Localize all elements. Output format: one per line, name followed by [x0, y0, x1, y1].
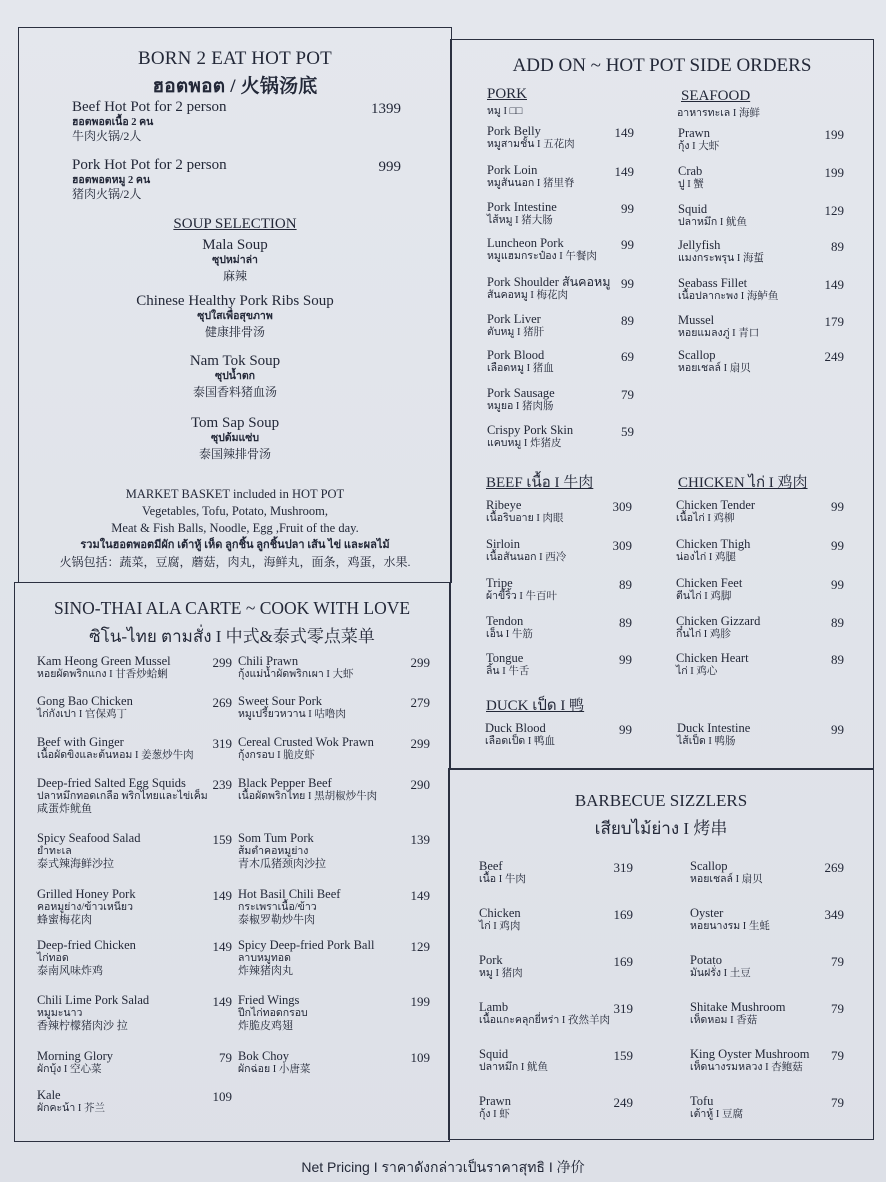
alacarte-right-item	[238, 654, 354, 681]
soup-tom-sap: Tom Sap Soup ซุปต้มแซ่บ 泰国辣排骨汤	[190, 415, 280, 461]
alacarte-right-item-en: Som Tum Pork	[238, 831, 314, 845]
addon-pork-item-en: Pork Shoulder สันคอหมู	[487, 275, 611, 289]
addon-seafood-item-th: แมงกระพรุน I 海蜇	[678, 253, 764, 264]
hotpot-beef-cn: 牛肉火锅/2人	[72, 129, 142, 143]
alacarte-left-item-cn: 香辣柠檬猪肉沙 拉	[37, 1020, 128, 1032]
alacarte-left-item-cn: 泰南风味炸鸡	[37, 965, 103, 977]
alacarte-left-item-price: 239	[212, 777, 232, 792]
alacarte-right-item-th: เนื้อผัดพริกไทย I 黑胡椒炒牛肉	[238, 791, 378, 802]
bbq-right-item	[690, 1000, 785, 1027]
alacarte-right-item-th: กุ้งแม่น้ำผัดพริกเผา I 大虾	[238, 669, 354, 680]
addon-seafood-item-en: Scallop	[678, 348, 716, 362]
alacarte-right-item-en: Fried Wings	[238, 993, 300, 1007]
addon-pork-item	[487, 163, 575, 190]
alacarte-right-item-cn: 青木瓜猪颈肉沙拉	[238, 858, 326, 870]
addon-duck-item-price: 99	[831, 722, 844, 737]
addon-pork-item-en: Pork Blood	[487, 348, 545, 362]
bbq-right-item-en: Potato	[690, 953, 722, 967]
alacarte-left-item-price: 109	[212, 1089, 232, 1104]
bbq-right-item-en: Oyster	[690, 906, 724, 920]
alacarte-left-item-th: ไก่กังเปา I 官保鸡丁	[37, 709, 128, 720]
bbq-right-item-th: เห็ดหอม I 香菇	[690, 1015, 758, 1026]
addon-chicken-item-th: ไก่ I 鸡心	[676, 666, 718, 677]
addon-pork-item-price: 99	[621, 237, 634, 252]
alacarte-right-item-en: Cereal Crusted Wok Prawn	[238, 735, 374, 749]
addon-beef-item-en: Tendon	[486, 614, 524, 628]
addon-pork-item	[487, 200, 557, 227]
alacarte-left-item-en: Deep-fried Salted Egg Squids	[37, 776, 186, 790]
soup-mala: Mala Soup ซุปหม่าล่า 麻辣	[202, 237, 268, 283]
addon-seafood-subheading: อาหารทะเล I 海鲜	[677, 108, 760, 119]
addon-pork-item-price: 149	[614, 164, 634, 179]
bbq-left-item-price: 249	[613, 1095, 633, 1110]
addon-beef-item-th: ลิ้น I 牛舌	[486, 666, 530, 677]
alacarte-right-item-price: 139	[410, 832, 430, 847]
bbq-left-item-en: Pork	[479, 953, 503, 967]
addon-duck-heading: DUCK เป็ด I 鸭	[486, 698, 585, 714]
alacarte-right-item	[238, 735, 374, 762]
alacarte-left-item	[37, 1049, 113, 1076]
alacarte-left-item	[37, 694, 133, 721]
addon-seafood-item-en: Prawn	[678, 126, 710, 140]
addon-pork-item	[487, 423, 573, 450]
alacarte-right-item-price: 109	[410, 1050, 430, 1065]
alacarte-left-item	[37, 831, 140, 871]
bbq-right-item-en: Tofu	[690, 1094, 714, 1108]
addon-beef-item-en: Ribeye	[486, 498, 522, 512]
addon-seafood-item-th: เนื้อปลากะพง I 海鲈鱼	[678, 291, 779, 302]
alacarte-left-item-en: Chili Lime Pork Salad	[37, 993, 150, 1007]
alacarte-left-item	[37, 735, 194, 762]
addon-seafood-item	[678, 348, 751, 375]
addon-duck-item	[677, 721, 750, 748]
addon-beef-item-en: Sirloin	[486, 537, 521, 551]
alacarte-right-item	[238, 993, 308, 1033]
addon-seafood-item-th: หอยเชลล์ I 扇贝	[678, 363, 751, 374]
alacarte-right-item-th: ส้มตำคอหมูย่าง	[238, 846, 309, 857]
bbq-right-item-en: King Oyster Mushroom	[690, 1047, 810, 1061]
addon-beef-item	[486, 498, 563, 525]
bbq-left-item-th: กุ้ง I 虾	[479, 1109, 510, 1120]
alacarte-left-item-cn: 泰式辣海鲜沙拉	[37, 858, 114, 870]
addon-chicken-item-th: ตีนไก่ I 鸡脚	[676, 591, 732, 602]
alacarte-right-item-price: 299	[410, 736, 430, 751]
addon-beef-item-price: 309	[612, 499, 632, 514]
addon-pork-item-price: 59	[621, 424, 634, 439]
addon-seafood-item	[678, 202, 747, 229]
addon-chicken-item-th: กึ๋นไก่ I 鸡胗	[676, 629, 731, 640]
bbq-right-item-th: เห็ดนางรมหลวง I 杏鲍菇	[690, 1062, 803, 1073]
alacarte-left-item-th: ผักบุ้ง I 空心菜	[37, 1064, 102, 1075]
alacarte-right-item-cn: 炸脆皮鸡翅	[238, 1020, 293, 1032]
addon-chicken-item-price: 99	[831, 577, 844, 592]
addon-pork-item-th: ตับหมู I 猪肝	[487, 327, 545, 338]
bbq-left-item-th: ไก่ I 鸡肉	[479, 921, 521, 932]
bbq-subtitle: เสียบไม้ย่าง I 烤串	[594, 819, 728, 838]
addon-chicken-item-en: Chicken Feet	[676, 576, 743, 590]
alacarte-left-item	[37, 654, 171, 681]
addon-pork-item-price: 99	[621, 201, 634, 216]
addon-seafood-item-en: Seabass Fillet	[678, 276, 748, 290]
addon-seafood-item-price: 89	[831, 239, 844, 254]
alacarte-left-item-cn: 蜂蜜梅花肉	[37, 914, 92, 926]
alacarte-right-item-th: กระเพราเนื้อ/ข้าว	[238, 902, 317, 913]
alacarte-left-item-en: Gong Bao Chicken	[37, 694, 133, 708]
addon-chicken-item-price: 99	[831, 499, 844, 514]
addon-pork-item-en: Luncheon Pork	[487, 236, 564, 250]
hotpot-subtitle: ฮอตพอต / 火锅汤底	[152, 76, 318, 97]
addon-seafood-item	[678, 238, 764, 265]
bbq-right-item-en: Shitake Mushroom	[690, 1000, 786, 1014]
alacarte-right-item-price: 279	[410, 695, 430, 710]
alacarte-right-item	[238, 694, 346, 721]
alacarte-left-item-price: 299	[212, 655, 232, 670]
market-basket-line1: Vegetables, Tofu, Potato, Mushroom,	[141, 504, 329, 518]
addon-beef-item	[486, 576, 557, 603]
bbq-left-item-price: 169	[613, 907, 633, 922]
alacarte-right-item-price: 129	[410, 939, 430, 954]
alacarte-left-item-en: Kam Heong Green Mussel	[37, 654, 171, 668]
hotpot-pork	[72, 156, 227, 202]
addon-pork-item-en: Pork Belly	[487, 124, 541, 138]
addon-pork-item-price: 149	[614, 125, 634, 140]
addon-pork-item-th: เลือดหมู I 猪血	[487, 363, 554, 374]
bbq-right-item-price: 79	[831, 1048, 844, 1063]
bbq-left-item-th: หมู I 猪肉	[479, 968, 523, 979]
addon-seafood-item-price: 199	[824, 127, 844, 142]
addon-pork-subheading: หมู I □□	[487, 106, 523, 117]
soup-nam-tok: Nam Tok Soup ซุปน้ำตก 泰国香料猪血汤	[189, 353, 281, 399]
addon-seafood-item-en: Squid	[678, 202, 708, 216]
addon-beef-item-en: Tripe	[486, 576, 513, 590]
market-basket	[18, 486, 452, 571]
market-basket-line2: Meat & Fish Balls, Noodle, Egg ,Fruit of the day.	[111, 521, 359, 535]
alacarte-right-item-en: Sweet Sour Pork	[238, 694, 323, 708]
bbq-right-item-price: 79	[831, 1001, 844, 1016]
alacarte-subtitle: ซิโน-ไทย ตามสั่ง I 中式&泰式零点菜单	[89, 627, 375, 646]
addon-chicken-item	[676, 498, 755, 525]
alacarte-right-item-en: Spicy Deep-fried Pork Ball	[238, 938, 375, 952]
addon-duck-item-en: Duck Blood	[485, 721, 546, 735]
alacarte-right-item-th: ลาบหมูทอด	[238, 953, 291, 964]
alacarte-left-item-en: Spicy Seafood Salad	[37, 831, 141, 845]
alacarte-left-item-th: หอยผัดพริกแกง I 甘香炒蛤蜊	[37, 669, 168, 680]
addon-duck-item-th: เลือดเป็ด I 鸭血	[485, 736, 555, 747]
addon-chicken-item-price: 99	[831, 538, 844, 553]
bbq-left-item	[479, 859, 526, 886]
addon-pork-item-en: Pork Sausage	[487, 386, 555, 400]
market-basket-chinese: 火锅包括：蔬菜，豆腐，蘑菇，肉丸，海鲜丸，面条，鸡蛋，水果.	[59, 555, 411, 569]
market-basket-thai: รวมในฮอตพอตมีผัก เต้าหู้ เห็ด ลูกชิ้น ลูกชิ้นปลา เส้น ไข่ และผลไม้	[80, 539, 390, 551]
addon-pork-item-th: หมูสันนอก I 猪里脊	[487, 178, 575, 189]
hotpot-pork-price: 999	[378, 159, 401, 175]
alacarte-left-item-th: เนื้อผัดขิงและต้นหอม I 姜葱炒牛肉	[37, 750, 194, 761]
bbq-left-item-th: เนื้อ I 牛肉	[479, 874, 526, 885]
addon-pork-item	[487, 236, 597, 263]
bbq-left-item	[479, 953, 523, 980]
bbq-right-item-en: Scallop	[690, 859, 728, 873]
addon-chicken-item	[676, 537, 750, 564]
addon-pork-item-th: ไส้หมู I 猪大肠	[487, 215, 553, 226]
addon-pork-item-th: หมูยอ I 猪肉肠	[487, 401, 554, 412]
hotpot-beef-en: Beef Hot Pot for 2 person	[72, 99, 227, 115]
alacarte-right-item-en: Bok Choy	[238, 1049, 290, 1063]
addon-seafood-item	[678, 313, 759, 340]
alacarte-left-item-price: 269	[212, 695, 232, 710]
bbq-left-item-th: เนื้อแกะคลุกยี่หร่า I 孜然羊肉	[479, 1015, 611, 1026]
bbq-right-item-th: เต้าหู้ I 豆腐	[690, 1109, 743, 1120]
addon-seafood-item-price: 249	[824, 349, 844, 364]
alacarte-left-item-en: Morning Glory	[37, 1049, 114, 1063]
addon-beef-item	[486, 537, 566, 564]
hotpot-pork-th: ฮอตพอตหมู 2 คน	[72, 175, 151, 186]
alacarte-right-item-cn: 炸辣猪肉丸	[238, 965, 293, 977]
addon-pork-item-en: Pork Liver	[487, 312, 541, 326]
addon-beef-item-price: 89	[619, 615, 632, 630]
addon-beef-item-price: 89	[619, 577, 632, 592]
hotpot-title: BORN 2 EAT HOT POT	[138, 48, 332, 69]
alacarte-right-item-price: 199	[410, 994, 430, 1009]
bbq-right-item	[690, 1047, 809, 1074]
addon-duck-item-price: 99	[619, 722, 632, 737]
addon-beef-item-th: ผ้าขี้ริ้ว I 牛百叶	[486, 591, 558, 602]
soup-selection-heading: SOUP SELECTION	[173, 216, 297, 232]
alacarte-left-item-price: 149	[212, 939, 232, 954]
alacarte-left-item-th: ไก่ทอด	[37, 953, 69, 964]
addon-beef-item-en: Tongue	[486, 651, 524, 665]
alacarte-left-item-price: 149	[212, 994, 232, 1009]
alacarte-right-item-price: 149	[410, 888, 430, 903]
addon-chicken-item	[676, 651, 749, 678]
addon-chicken-item	[676, 614, 760, 641]
addon-seafood-item	[678, 126, 719, 153]
addon-duck-item	[485, 721, 555, 748]
alacarte-left-item	[37, 993, 149, 1033]
alacarte-right-item-en: Hot Basil Chili Beef	[238, 887, 341, 901]
alacarte-left-item-cn: 咸蛋炸鱿鱼	[37, 803, 92, 815]
addon-beef-item-th: เนื้อริบอาย I 肉眼	[486, 513, 564, 524]
addon-seafood-item-price: 149	[824, 277, 844, 292]
addon-pork-item-en: Pork Loin	[487, 163, 538, 177]
addon-seafood-item	[678, 276, 778, 303]
addon-chicken-item-en: Chicken Gizzard	[676, 614, 761, 628]
bbq-left-item-price: 169	[613, 954, 633, 969]
bbq-right-item-price: 269	[824, 860, 844, 875]
alacarte-right-item-th: หมูเปรี้ยวหวาน I 咕噜肉	[238, 709, 346, 720]
addon-seafood-item-th: ปู I 蟹	[678, 179, 704, 190]
addon-chicken-item-en: Chicken Tender	[676, 498, 756, 512]
alacarte-left-item-en: Kale	[37, 1088, 61, 1102]
addon-seafood-heading: SEAFOOD	[681, 88, 751, 104]
alacarte-right-item-cn: 泰椒罗勒炒牛肉	[238, 914, 315, 926]
alacarte-left-item-th: คอหมูย่าง/ข้าวเหนียว	[37, 902, 133, 913]
addon-pork-item-price: 69	[621, 349, 634, 364]
alacarte-left-item	[37, 887, 136, 927]
addon-beef-item-price: 99	[619, 652, 632, 667]
addon-chicken-item	[676, 576, 742, 603]
soup-pork-ribs: Chinese Healthy Pork Ribs Soup ซุปใสเพื่อสุขภาพ 健康排骨汤	[136, 293, 334, 339]
addon-beef-item-price: 309	[612, 538, 632, 553]
addon-title: ADD ON ~ HOT POT SIDE ORDERS	[512, 55, 812, 76]
hotpot-pork-en: Pork Hot Pot for 2 person	[72, 157, 227, 173]
alacarte-right-item	[238, 1049, 310, 1076]
addon-pork-item-th: แคบหมู I 炸猪皮	[487, 438, 562, 449]
addon-pork-item-th: หมูแฮมกระป๋อง I 午餐肉	[487, 251, 597, 262]
bbq-left-item	[479, 1094, 511, 1121]
addon-pork-item-price: 99	[621, 276, 634, 291]
bbq-right-item-th: หอยนางรม I 生蚝	[690, 921, 770, 932]
alacarte-right-item	[238, 938, 374, 978]
bbq-left-item-en: Chicken	[479, 906, 521, 920]
addon-chicken-item-th: เนื้อไก่ I 鸡柳	[676, 513, 735, 524]
alacarte-title: SINO-THAI ALA CARTE ~ COOK WITH LOVE	[53, 598, 411, 618]
alacarte-left-item	[37, 938, 136, 978]
addon-pork-heading: PORK	[487, 86, 528, 102]
bbq-left-item-en: Prawn	[479, 1094, 511, 1108]
addon-chicken-item-en: Chicken Heart	[676, 651, 749, 665]
addon-pork-item-price: 89	[621, 313, 634, 328]
addon-pork-item-en: Crispy Pork Skin	[487, 423, 574, 437]
alacarte-right-item	[238, 831, 326, 871]
addon-seafood-item-en: Mussel	[678, 313, 715, 327]
hotpot-beef-th: ฮอตพอตเนื้อ 2 คน	[72, 117, 154, 128]
alacarte-left-item-price: 159	[212, 832, 232, 847]
alacarte-right-item-th: ปีกไก่ทอดกรอบ	[238, 1008, 308, 1019]
alacarte-left-item-price: 79	[219, 1050, 232, 1065]
addon-seafood-item	[678, 164, 704, 191]
net-pricing-footer: Net Pricing I ราคาดังกล่าวเป็นราคาสุทธิ I 净价	[301, 1159, 585, 1175]
alacarte-left-item-price: 149	[212, 888, 232, 903]
alacarte-left-item-en: Grilled Honey Pork	[37, 887, 136, 901]
addon-seafood-item-price: 179	[824, 314, 844, 329]
addon-beef-item	[486, 614, 533, 641]
hotpot-pork-cn: 猪肉火锅/2人	[72, 187, 142, 201]
alacarte-right-item-price: 290	[410, 777, 430, 792]
addon-pork-item	[487, 348, 554, 375]
alacarte-right-item	[238, 776, 377, 803]
bbq-right-item	[690, 859, 763, 886]
alacarte-left-item-th: ยำทะเล	[37, 846, 72, 857]
bbq-left-item	[479, 906, 521, 933]
bbq-left-item-en: Lamb	[479, 1000, 509, 1014]
bbq-right-item-price: 79	[831, 1095, 844, 1110]
addon-seafood-item-price: 199	[824, 165, 844, 180]
addon-pork-item-price: 79	[621, 387, 634, 402]
addon-chicken-item-en: Chicken Thigh	[676, 537, 751, 551]
bbq-right-item-th: หอยเชลล์ I 扇贝	[690, 874, 763, 885]
alacarte-left-item-en: Deep-fried Chicken	[37, 938, 136, 952]
addon-chicken-item-price: 89	[831, 652, 844, 667]
bbq-left-item-price: 319	[613, 1001, 633, 1016]
bbq-right-item	[690, 1094, 743, 1121]
addon-pork-item	[487, 312, 544, 339]
addon-pork-item	[487, 386, 555, 413]
addon-beef-item-th: เอ็น I 牛筋	[486, 629, 533, 640]
alacarte-left-item-th: หมูมะนาว	[37, 1008, 83, 1019]
addon-chicken-heading: CHICKEN ไก่ I 鸡肉	[678, 475, 808, 491]
alacarte-right-item-th: ผักฉ่อย I 小唐菜	[238, 1064, 311, 1075]
addon-pork-item	[487, 124, 575, 151]
alacarte-left-item	[37, 1088, 105, 1115]
addon-seafood-item-en: Jellyfish	[678, 238, 721, 252]
addon-beef-item	[486, 651, 529, 678]
bbq-right-item	[690, 953, 751, 980]
addon-duck-item-en: Duck Intestine	[677, 721, 751, 735]
alacarte-right-item-th: กุ้งกรอบ I 脆皮虾	[238, 750, 315, 761]
addon-seafood-item-th: กุ้ง I 大虾	[678, 141, 720, 152]
market-basket-title: MARKET BASKET included in HOT POT	[125, 487, 345, 501]
addon-seafood-item-th: ปลาหมึก I 鱿鱼	[678, 217, 747, 228]
hotpot-beef	[72, 98, 227, 144]
addon-seafood-item-price: 129	[824, 203, 844, 218]
addon-chicken-item-price: 89	[831, 615, 844, 630]
bbq-left-item-en: Squid	[479, 1047, 509, 1061]
addon-beef-heading: BEEF เนื้อ I 牛肉	[486, 475, 594, 491]
alacarte-right-item-en: Chili Prawn	[238, 654, 299, 668]
bbq-left-item	[479, 1047, 548, 1074]
alacarte-left-item-th: ผักคะน้า I 芥兰	[37, 1103, 105, 1114]
alacarte-left-item-th: ปลาหมึกทอดเกลือ พริกไทยและไข่เค็ม	[37, 791, 208, 802]
alacarte-right-item-en: Black Pepper Beef	[238, 776, 332, 790]
alacarte-right-item-price: 299	[410, 655, 430, 670]
addon-seafood-item-en: Crab	[678, 164, 703, 178]
bbq-left-item-price: 319	[613, 860, 633, 875]
addon-seafood-item-th: หอยแมลงภู่ I 青口	[678, 328, 760, 339]
addon-pork-item-th: หมูสามชั้น I 五花肉	[487, 139, 575, 150]
addon-chicken-item-th: น่องไก่ I 鸡腿	[676, 552, 736, 563]
bbq-right-item-th: มันฝรั่ง I 土豆	[690, 968, 751, 979]
bbq-left-item-en: Beef	[479, 859, 503, 873]
addon-pork-item-en: Pork Intestine	[487, 200, 557, 214]
hotpot-beef-price: 1399	[371, 101, 401, 117]
alacarte-right-item	[238, 887, 340, 927]
bbq-right-item-price: 79	[831, 954, 844, 969]
addon-beef-item-th: เนื้อสันนอก I 西冷	[486, 552, 567, 563]
alacarte-left-item-price: 319	[212, 736, 232, 751]
bbq-right-item-price: 349	[824, 907, 844, 922]
bbq-title: BARBECUE SIZZLERS	[574, 791, 748, 810]
bbq-left-item-price: 159	[613, 1048, 633, 1063]
bbq-right-item	[690, 906, 770, 933]
alacarte-left-item-en: Beef with Ginger	[37, 735, 124, 749]
addon-duck-item-th: ไส้เป็ด I 鸭肠	[677, 736, 736, 747]
bbq-left-item-th: ปลาหมึก I 鱿鱼	[479, 1062, 548, 1073]
addon-pork-item-th: สันคอหมู I 梅花肉	[487, 290, 569, 301]
